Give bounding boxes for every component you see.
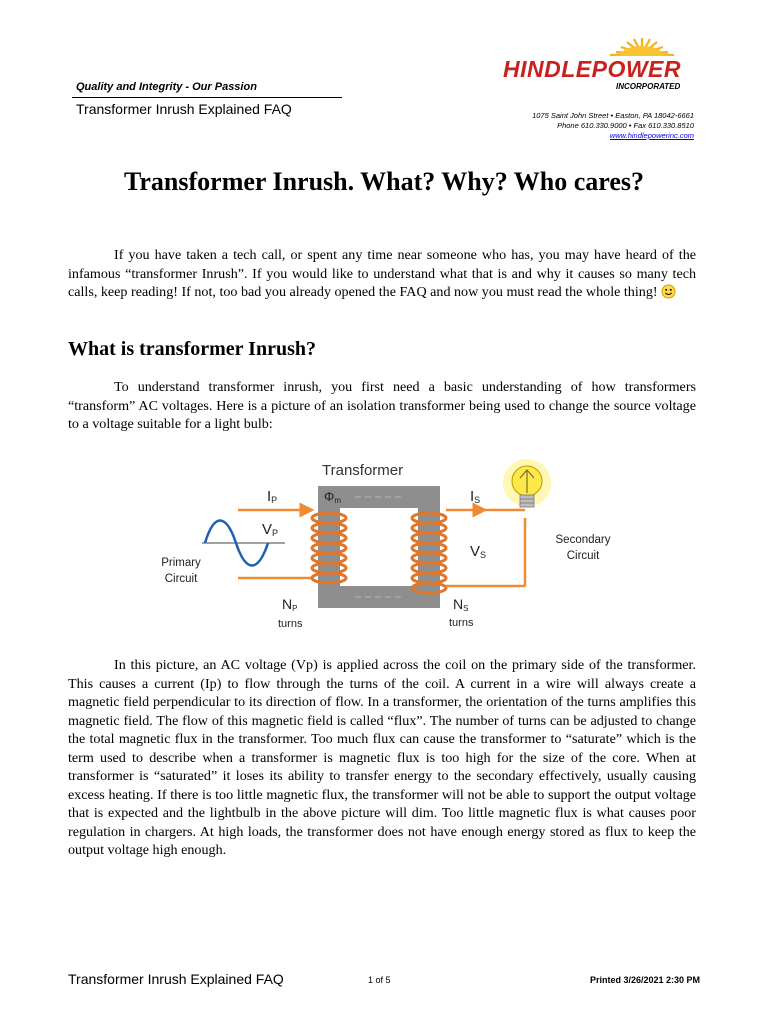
company-address [532,111,694,141]
light-bulb-icon [503,459,551,507]
ns-label: NS [453,596,469,613]
tagline: Quality and Integrity - Our Passion [76,81,257,93]
footer-page-number: 1 of 5 [368,975,391,985]
intro-paragraph [68,246,696,302]
body-paragraph: In this picture, an AC voltage (Vp) is applied across the coil on the primary side of the transformer. This causes a current (Ip) to flow through the turns of the coil. A current in a wire will always create a magnetic field perpendicular to its direction of flow. In a transformer, the orientation of the turns amplifies this magnetic field. The flow of this magnetic field is called “flux”. The number of turns can be adjusted to change the total magnetic flux in the transformer. Too much flux can cause the transformer to “saturate” which is the term used to describe when a transformer is magnetic flux is too high for the size of the core. When at transformer is “saturated” it loses its ability to transfer energy to the secondary effectively, usually causing excess heating. If there is too little magnetic flux, the transformer will not be able to support the output voltage that is expected and the lightbulb in the above picture will dim. Too little magnetic flux is what causes poor regulation in chargers. At high loads, the transformer does not have enough energy stored as flux to keep the output voltage high enough. [68,657,696,858]
secondary-wires [446,510,525,586]
primary-circuit-label-1: Primary [161,557,201,569]
vs-label: VS [470,543,487,560]
page-title: Transformer Inrush. What? Why? Who cares? [123,167,645,196]
phone-line: Phone 610.330.9000 • Fax 610.330.8510 [557,121,694,130]
logo-wordmark: HINDLEPOWER [503,56,681,82]
ip-label: IP [267,488,278,505]
primary-wires [238,510,312,578]
footer-doc-title: Transformer Inrush Explained FAQ [68,971,284,987]
logo-subtitle: INCORPORATED [616,82,681,91]
header-doc-title: Transformer Inrush Explained FAQ [76,101,292,117]
transformer-diagram [150,448,620,640]
ns-turns-label: turns [449,617,474,629]
np-turns-label: turns [278,618,303,630]
vp-label: VP [262,521,279,538]
primary-circuit-label-2: Circuit [164,573,198,585]
intro-text: If you have taken a tech call, or spent any time near someone who has, you may have heard of the infamous “transformer Inrush”. If you would like to understand what that is and why it causes so many tech calls, keep reading! If not, too bad you already opened the FAQ and now you must read the whole thing! [68,247,696,300]
diagram-title: Transformer [322,462,404,479]
smiley-icon [661,284,676,299]
secondary-circuit-label-1: Secondary [555,534,611,546]
np-label: NP [282,596,298,613]
secondary-circuit-label-2: Circuit [566,550,600,562]
footer-printed-date: Printed 3/26/2021 2:30 PM [589,975,700,985]
is-label: IS [470,488,481,505]
address-line: 1075 Saint John Street • Easton, PA 18042-6661 [532,111,694,120]
website-link[interactable]: www.hindlepowerinc.com [609,131,694,140]
section-paragraph: To understand transformer inrush, you first need a basic understanding of how transformers “transform” AC voltages. Here is a picture of an isolation transformer being used to change the source voltage to a voltage suitable for a light bulb: [68,379,696,432]
phi-label: Φm [324,489,342,505]
header-rule [72,97,342,98]
section-heading: What is transformer Inrush? [68,338,316,360]
